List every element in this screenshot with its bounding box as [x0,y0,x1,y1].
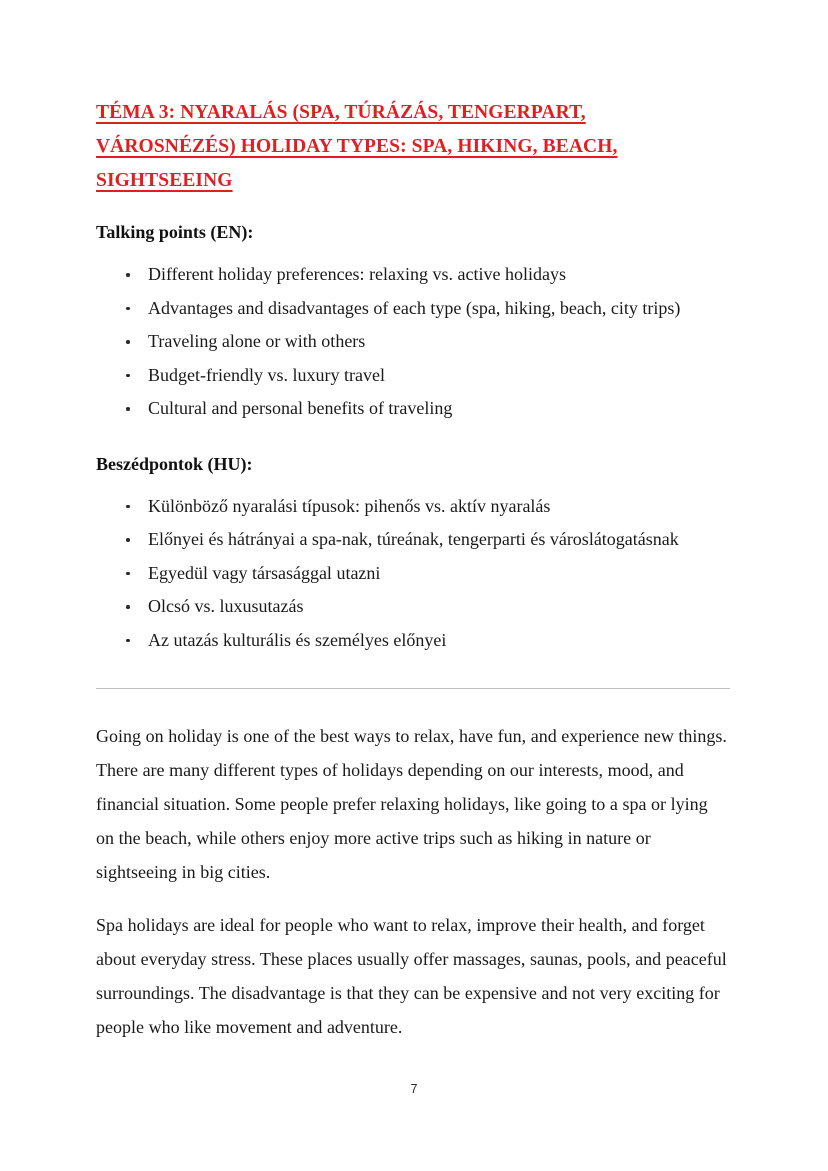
list-item: Budget-friendly vs. luxury travel [96,364,730,398]
page-title-line-1: TÉMA 3: NYARALÁS (SPA, TÚRÁZÁS, TENGERPART, [96,102,586,123]
page-title-line-2: VÁROSNÉZÉS) HOLIDAY TYPES: SPA, HIKING, BEACH, [96,135,618,157]
section-divider-wrap [96,662,730,714]
page-content [96,96,730,1044]
list-item: Cultural and personal benefits of traveling [96,397,730,431]
spacer [96,889,730,908]
list-item: Az utazás kulturális és személyes előnyei [96,629,730,663]
horizontal-rule [96,688,730,689]
list-item: Advantages and disadvantages of each type (spa, hiking, beach, city trips) [96,297,730,331]
body-paragraph-2: Spa holidays are ideal for people who want to relax, improve their health, and forget about everyday stress. These places usually offer massages, saunas, pools, and peaceful surroundings. The disadvantage is that they can be expensive and not very exciting for people who like movement and adventure. [96,915,727,1038]
spacer [96,197,730,219]
page-title-line-3: SIGHTSEEING [96,169,233,191]
list-item: Different holiday preferences: relaxing vs. active holidays [96,263,730,297]
body-paragraph-1: Going on holiday is one of the best ways to relax, have fun, and experience new things. There are many different types of holidays depending on our interests, mood, and financial situation. Some people prefer relaxing holidays, like going to a spa or lying on the beach, while others enjoy more active trips such as hiking in nature or sightseeing in big cities. [96,726,727,883]
english-section-heading: Talking points (EN): [96,222,254,243]
hungarian-section-heading: Beszédpontok (HU): [96,453,253,474]
list-item: Olcsó vs. luxusutazás [96,595,730,629]
page-number: 7 [410,1082,418,1096]
list-item: Előnyei és hátrányai a spa-nak, túreának, tengerparti és városlátogatásnak [96,528,730,562]
spacer [96,245,730,263]
page-title [96,96,730,197]
spacer [96,477,730,495]
list-item: Traveling alone or with others [96,330,730,364]
spacer [96,431,730,451]
english-talking-points-list [96,263,730,431]
list-item: Egyedül vagy társasággal utazni [96,562,730,596]
list-item: Különböző nyaralási típusok: pihenős vs. aktív nyaralás [96,495,730,529]
hungarian-talking-points-list [96,495,730,663]
